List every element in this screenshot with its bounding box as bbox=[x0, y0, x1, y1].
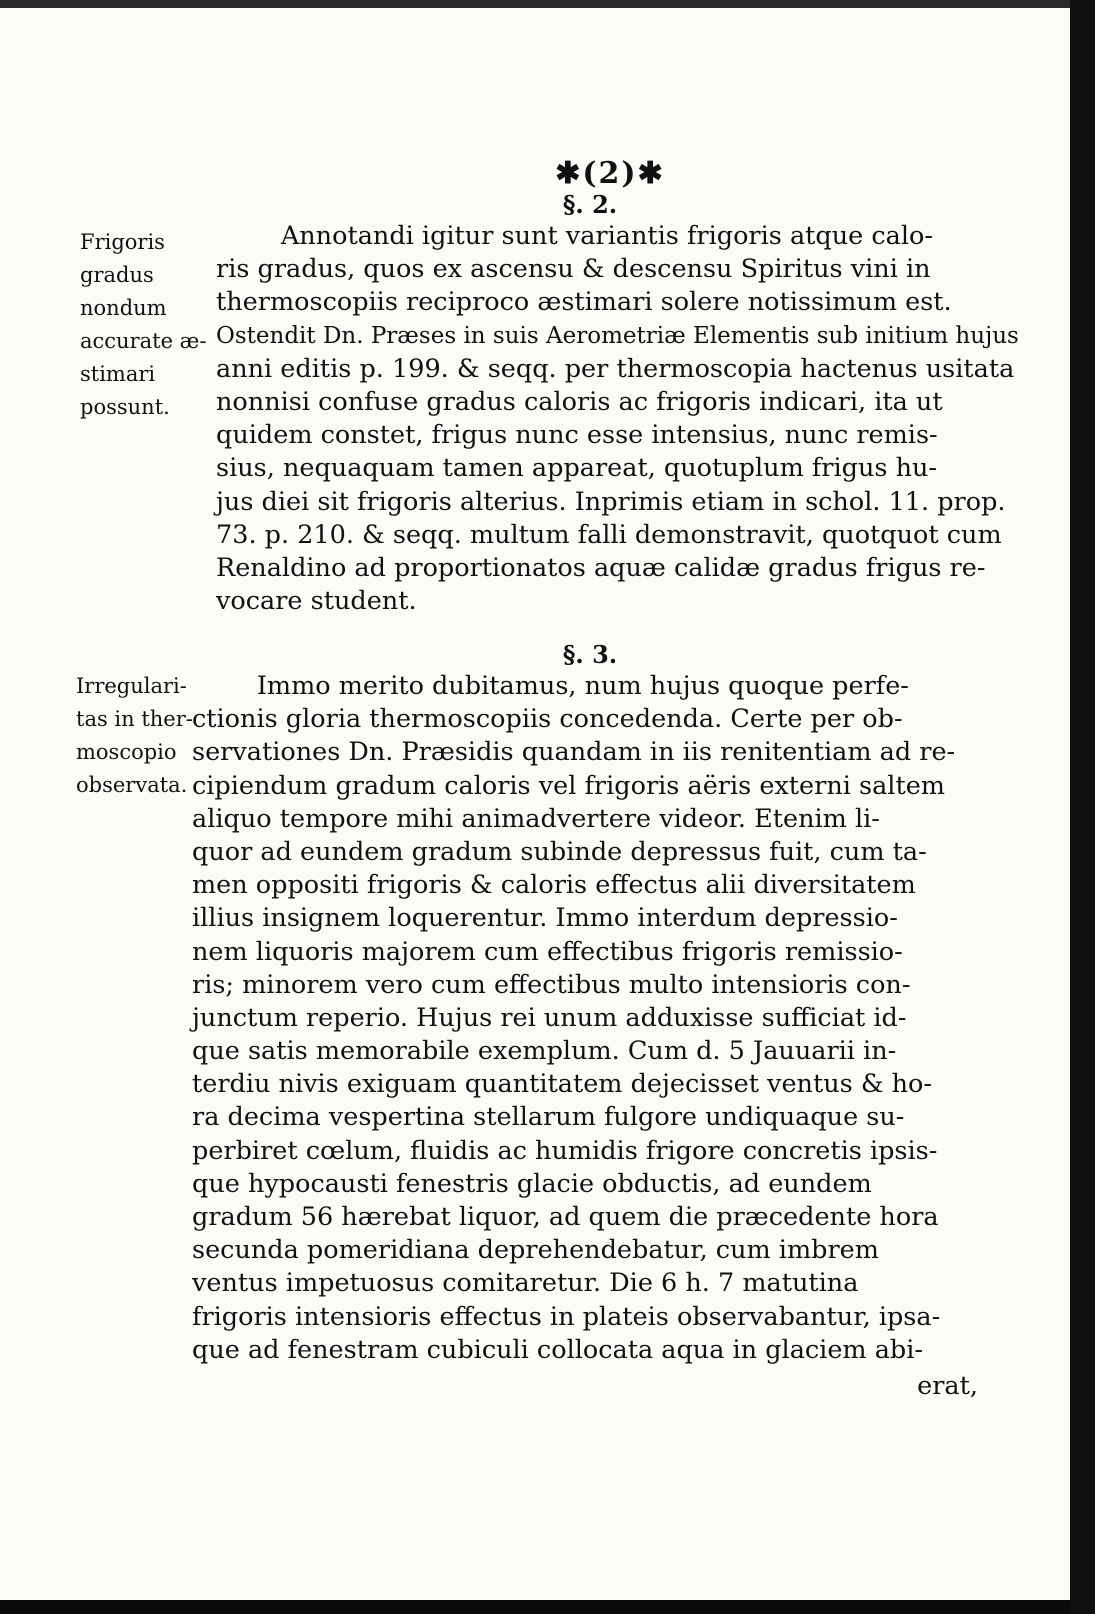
catchword: erat, bbox=[917, 1371, 978, 1401]
text-line: ra decima vespertina stellarum fulgore undiquaque su- bbox=[192, 1102, 905, 1133]
text-line: nonnisi confuse gradus caloris ac frigoris indicari, ita ut bbox=[216, 386, 943, 417]
text-line: Immo merito dubitamus, num hujus quoque perfe- bbox=[192, 671, 909, 701]
text-line: perbiret cœlum, fluidis ac humidis frigore concretis ipsis- bbox=[192, 1135, 938, 1166]
scan-right-edge bbox=[1070, 0, 1095, 1614]
text-line: que satis memorabile exemplum. Cum d. 5 Jauuarii in- bbox=[192, 1036, 897, 1067]
paragraph-section-2 bbox=[216, 220, 1019, 618]
paragraph-section-3 bbox=[192, 670, 955, 1367]
text-line: que ad fenestram cubiculi collocata aqua in glaciem abi- bbox=[192, 1334, 924, 1365]
section-number-3: §. 3. bbox=[562, 640, 618, 669]
scan-top-edge bbox=[0, 0, 1095, 8]
text-line: que hypocausti fenestris glacie obductis, ad eundem bbox=[192, 1168, 872, 1199]
text-line: ris gradus, quos ex ascensu & descensu Spiritus vini in bbox=[216, 254, 931, 285]
text-line: 73. p. 210. & seqq. multum falli demonstravit, quotquot cum bbox=[216, 519, 1002, 550]
text-line: men oppositi frigoris & caloris effectus alii diversitatem bbox=[192, 870, 916, 901]
page-number-header: ✱(2)✱ bbox=[555, 156, 665, 191]
text-line: ris; minorem vero cum effectibus multo intensioris con- bbox=[192, 969, 911, 1000]
text-line: anni editis p. 199. & seqq. per thermoscopia hactenus usitata bbox=[216, 353, 1015, 384]
text-line: secunda pomeridiana deprehendebatur, cum imbrem bbox=[192, 1235, 879, 1266]
text-line: terdiu nivis exiguam quantitatem dejecisset ventus & ho- bbox=[192, 1069, 933, 1100]
text-line: illius insignem loquerentur. Immo interdum depressio- bbox=[192, 903, 898, 934]
text-line: junctum reperio. Hujus rei unum adduxisse sufficiat id- bbox=[192, 1002, 907, 1033]
text-line: Ostendit Dn. Præses in suis Aerometriæ Elementis sub initium hujus bbox=[216, 322, 1019, 349]
text-line: cipiendum gradum caloris vel frigoris aëris externi saltem bbox=[192, 770, 945, 801]
text-line: frigoris intensioris effectus in plateis observabantur, ipsa- bbox=[192, 1301, 941, 1332]
text-line: ctionis gloria thermoscopiis concedenda. Certe per ob- bbox=[192, 704, 903, 735]
text-line: thermoscopiis reciproco æstimari solere notissimum est. bbox=[216, 287, 952, 318]
text-line: jus diei sit frigoris alterius. Inprimis etiam in schol. 11. prop. bbox=[216, 486, 1006, 517]
margin-note-section-2: Frigoris gradus nondum accurate æ- stimari possunt. bbox=[80, 230, 207, 419]
margin-note-section-3: Irregulari- tas in ther- moscopio observata. bbox=[76, 674, 193, 797]
text-line: ventus impetuosus comitaretur. Die 6 h. 7 matutina bbox=[192, 1268, 859, 1299]
text-line: aliquo tempore mihi animadvertere videor. Etenim li- bbox=[192, 803, 880, 834]
text-line: servationes Dn. Præsidis quandam in iis renitentiam ad re- bbox=[192, 737, 956, 768]
text-line: Renaldino ad proportionatos aquæ calidæ gradus frigus re- bbox=[216, 552, 986, 583]
text-line: gradum 56 hærebat liquor, ad quem die præcedente hora bbox=[192, 1202, 939, 1232]
book-page bbox=[0, 8, 1070, 1600]
text-line: Annotandi igitur sunt variantis frigoris atque calo- bbox=[216, 221, 933, 251]
text-line: nem liquoris majorem cum effectibus frigoris remissio- bbox=[192, 936, 903, 967]
section-number-2: §. 2. bbox=[562, 190, 618, 219]
text-line: quidem constet, frigus nunc esse intensius, nunc remis- bbox=[216, 420, 938, 451]
text-line: vocare student. bbox=[216, 586, 417, 617]
text-line: quor ad eundem gradum subinde depressus fuit, cum ta- bbox=[192, 836, 927, 867]
text-line: sius, nequaquam tamen appareat, quotuplum frigus hu- bbox=[216, 453, 938, 484]
